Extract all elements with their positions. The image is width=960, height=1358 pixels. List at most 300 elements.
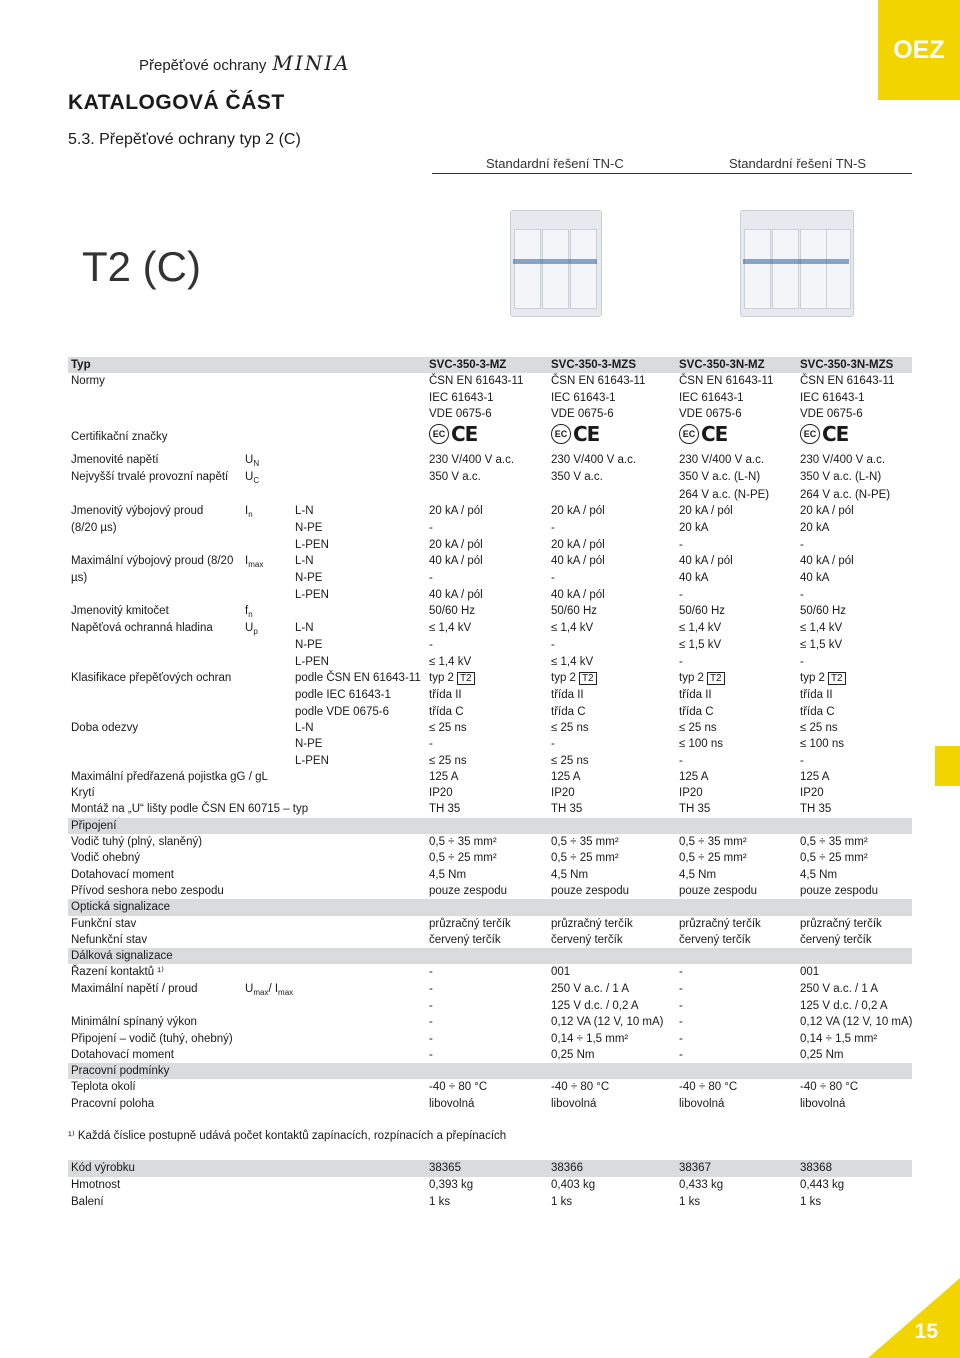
symbol-sub: p (253, 627, 258, 637)
spec-symbol (242, 587, 292, 603)
spec-value (797, 537, 912, 553)
spec-value-text: ČSN EN 61643-11 (429, 375, 524, 388)
spec-value (548, 769, 676, 785)
spec-row (68, 570, 912, 586)
spec-value (548, 818, 676, 834)
spec-value-text: pouze zespodu (551, 884, 630, 897)
spec-value-text: libovolná (429, 1097, 475, 1110)
spec-value-text: 230 V/400 V a.c. (679, 454, 765, 467)
spec-value (548, 1096, 676, 1112)
spec-line: L-PEN (295, 655, 329, 668)
spec-value-text: - (551, 738, 555, 751)
spec-value-text: 125 A (429, 770, 459, 783)
spec-line (292, 916, 426, 932)
spec-value-text: - (800, 754, 804, 767)
spec-value-text: - (551, 522, 555, 535)
product-value: 1 ks (429, 1196, 451, 1208)
spec-row (68, 520, 912, 536)
spec-label (68, 998, 242, 1014)
spec-value (426, 1096, 548, 1112)
spec-value-text: -40 ÷ 80 °C (679, 1081, 738, 1094)
symbol: U (245, 622, 254, 635)
spec-symbol (242, 736, 292, 752)
catalog-title: KATALOGOVÁ ČÁST (68, 91, 285, 114)
spec-value-text: SVC-350-3-MZ (429, 359, 507, 371)
spec-line (292, 422, 426, 452)
spec-value-text: - (679, 1016, 683, 1029)
spec-row (68, 503, 912, 520)
column-header-tns: Standardní řešení TN-S (729, 156, 867, 171)
spec-value-text: červený terčík (679, 933, 751, 946)
spec-symbol (242, 753, 292, 769)
spec-line (292, 1014, 426, 1030)
spec-row (68, 620, 912, 637)
spec-label: Nejvyšší trvalé provozní napětí (71, 471, 229, 484)
spec-label: Jmenovitý výbojový proud (71, 505, 204, 518)
spec-value (548, 487, 676, 503)
spec-symbol (242, 469, 292, 486)
spec-row (68, 720, 912, 736)
spec-value-text: 350 V a.c. (L-N) (679, 471, 761, 484)
spec-label: Nefunkční stav (71, 933, 148, 946)
spec-value (676, 883, 797, 899)
spec-value-text: ≤ 25 ns (679, 721, 717, 734)
product-value: 38365 (426, 1160, 548, 1177)
spec-value (797, 883, 912, 899)
spec-line (292, 373, 426, 389)
spec-value-text: ČSN EN 61643-11 (800, 375, 895, 388)
spec-row (68, 948, 912, 964)
spec-value (797, 422, 912, 452)
page-corner-shape (868, 1278, 960, 1358)
product-value: 0,403 kg (551, 1179, 596, 1191)
spec-label: Typ (68, 357, 242, 373)
spec-label: Certifikační značky (71, 431, 168, 444)
spec-value-text: - (679, 588, 683, 601)
spec-value-text: - (679, 1032, 683, 1045)
product-label: Hmotnost (71, 1179, 121, 1191)
spec-value (548, 850, 676, 866)
spec-value-text: 0,5 ÷ 35 mm² (800, 836, 868, 849)
spec-row (68, 964, 912, 980)
spec-value-text: 50/60 Hz (551, 604, 598, 617)
spec-line (292, 801, 426, 817)
spec-value (797, 998, 912, 1014)
spec-value (548, 637, 676, 653)
spec-value-text: průzračný terčík (429, 917, 511, 930)
product-value: 38368 (797, 1160, 912, 1177)
spec-table (68, 357, 912, 1112)
spec-value-text: 350 V a.c. (L-N) (800, 471, 882, 484)
spec-value (548, 603, 676, 620)
spec-value (676, 687, 797, 703)
spec-value (676, 603, 797, 620)
spec-value-text: -40 ÷ 80 °C (800, 1081, 859, 1094)
spec-value (676, 1014, 797, 1030)
spec-value (797, 357, 912, 373)
spec-value (426, 736, 548, 752)
spec-value (548, 406, 676, 422)
spec-row (68, 1014, 912, 1030)
spec-value (548, 1047, 676, 1063)
spec-value (426, 818, 548, 834)
spec-value (797, 801, 912, 817)
spec-line (292, 1047, 426, 1063)
spec-row (68, 1047, 912, 1063)
spec-symbol (242, 998, 292, 1014)
spec-value-text: 40 kA / pól (800, 554, 854, 567)
product-value: 38366 (548, 1160, 676, 1177)
spec-value (797, 620, 912, 637)
spec-value (548, 1031, 676, 1047)
spec-row (68, 357, 912, 373)
symbol-sub: max (248, 559, 264, 569)
spec-line (292, 487, 426, 503)
spec-value-text: typ 2 (800, 672, 825, 685)
spec-label: Dálková signalizace (68, 948, 242, 964)
t2-mark: T2 (457, 672, 475, 685)
ce-mark-icon: CE (573, 422, 600, 447)
spec-value (797, 670, 912, 687)
spec-value-text: ≤ 100 ns (800, 738, 845, 751)
spec-value (676, 520, 797, 536)
spec-line: N-PE (295, 522, 323, 535)
spec-value (426, 964, 548, 980)
spec-value-text: třída II (800, 689, 833, 702)
spec-value-text: 0,5 ÷ 35 mm² (551, 836, 619, 849)
spec-value (426, 1063, 548, 1079)
spec-value-text: 20 kA / pól (429, 538, 483, 551)
spec-line (292, 850, 426, 866)
spec-value-text: TH 35 (679, 803, 711, 816)
brand-header (139, 51, 351, 75)
spec-label (68, 654, 242, 670)
spec-value (676, 834, 797, 850)
symbol: f (245, 604, 249, 617)
spec-label: Maximální předřazená pojistka gG / gL (71, 770, 268, 783)
spec-value (548, 883, 676, 899)
spec-value (548, 390, 676, 406)
spec-label: Připojení – vodič (tuhý, ohebný) (71, 1032, 233, 1045)
spec-label (68, 753, 242, 769)
spec-value-text: - (429, 572, 433, 585)
spec-value (676, 487, 797, 503)
spec-line (292, 406, 426, 422)
spec-value (797, 587, 912, 603)
spec-line: N-PE (295, 639, 323, 652)
spec-line (292, 883, 426, 899)
spec-value (797, 487, 912, 503)
spec-value (797, 1014, 912, 1030)
spec-value (548, 422, 676, 452)
spec-value (426, 720, 548, 736)
spec-value (426, 1047, 548, 1063)
spec-value (548, 785, 676, 801)
spec-value-text: červený terčík (551, 933, 623, 946)
spec-value (426, 867, 548, 883)
spec-value (426, 620, 548, 637)
cert-marks (551, 422, 599, 446)
spec-label: Minimální spínaný výkon (71, 1016, 197, 1029)
spec-symbol (242, 834, 292, 850)
spec-value (797, 637, 912, 653)
spec-value (426, 570, 548, 586)
spec-value-text: 001 (551, 966, 571, 979)
spec-value-text: ≤ 100 ns (679, 738, 724, 751)
spec-value (797, 503, 912, 520)
spec-symbol (242, 603, 292, 620)
spec-value (797, 1031, 912, 1047)
spec-line (292, 1063, 426, 1079)
spec-value (426, 899, 548, 915)
brand-name: MINIA (272, 51, 351, 75)
spec-label: Funkční stav (71, 917, 137, 930)
spec-value (426, 687, 548, 703)
spec-value (797, 1063, 912, 1079)
spec-value (676, 503, 797, 520)
spec-symbol (242, 1063, 292, 1079)
spec-line (292, 785, 426, 801)
spec-value-text: IEC 61643-1 (800, 391, 865, 404)
spec-value-text: TH 35 (429, 803, 461, 816)
spec-value (426, 390, 548, 406)
spec-row (68, 603, 912, 620)
spec-symbol (242, 867, 292, 883)
spec-value-text: 4,5 Nm (551, 868, 589, 881)
spec-value-text: 125 V d.c. / 0,2 A (800, 999, 888, 1012)
spec-value-text: třída C (679, 705, 714, 718)
spec-value-text: průzračný terčík (679, 917, 761, 930)
spec-value-text: IEC 61643-1 (551, 391, 616, 404)
spec-value-text: typ 2 (679, 672, 704, 685)
product-value: 38367 (676, 1160, 797, 1177)
spec-symbol (242, 932, 292, 948)
spec-row (68, 1096, 912, 1112)
spec-symbol (242, 1047, 292, 1063)
spec-value-text: ≤ 1,5 kV (679, 639, 722, 652)
spec-value (676, 1063, 797, 1079)
spec-value (548, 570, 676, 586)
spec-value (797, 520, 912, 536)
spec-value (797, 1047, 912, 1063)
spec-value-text: - (679, 1048, 683, 1061)
spec-value-text: SVC-350-3N-MZ (679, 359, 765, 371)
symbol-sub: n (248, 609, 253, 619)
spec-symbol (242, 537, 292, 553)
spec-value-text: ≤ 1,4 kV (429, 655, 472, 668)
spec-value (548, 452, 676, 469)
spec-value (797, 916, 912, 932)
spec-value (426, 850, 548, 866)
spec-value-text: 125 V d.c. / 0,2 A (551, 999, 639, 1012)
spec-label: (8/20 µs) (71, 522, 117, 535)
spec-value-text: 230 V/400 V a.c. (429, 454, 515, 467)
spec-value (797, 785, 912, 801)
spec-value-text: TH 35 (551, 803, 583, 816)
spec-value-text: 40 kA (679, 572, 709, 585)
spec-value-text: 250 V a.c. / 1 A (551, 982, 629, 995)
spec-value (676, 932, 797, 948)
spec-value (797, 687, 912, 703)
spec-line (292, 834, 426, 850)
spec-value (676, 373, 797, 389)
spec-label (68, 736, 242, 752)
hero-label: T2 (C) (82, 243, 201, 290)
spec-value-text: 20 kA (800, 522, 830, 535)
spec-line (292, 867, 426, 883)
spec-value-text: - (429, 1032, 433, 1045)
spec-value (797, 452, 912, 469)
spec-value-text: ≤ 25 ns (551, 721, 589, 734)
spec-symbol (242, 1031, 292, 1047)
product-image-tnc (510, 210, 602, 317)
spec-label (68, 390, 242, 406)
spec-value (797, 834, 912, 850)
spec-value (426, 753, 548, 769)
spec-value (548, 373, 676, 389)
spec-value-text: 230 V/400 V a.c. (551, 454, 637, 467)
spec-row (68, 487, 912, 503)
spec-value-text: IEC 61643-1 (429, 391, 494, 404)
page-number: 15 (914, 1320, 938, 1343)
spec-value (797, 603, 912, 620)
spec-label (68, 637, 242, 653)
cert-marks (800, 422, 848, 446)
spec-value-text: pouze zespodu (679, 884, 758, 897)
spec-value (676, 818, 797, 834)
spec-label: Teplota okolí (71, 1081, 136, 1094)
symbol-sub: n (248, 510, 253, 520)
spec-value (797, 981, 912, 998)
spec-value-text: 0,12 VA (12 V, 10 mA) (800, 1016, 913, 1029)
spec-value-text: 20 kA / pól (551, 505, 605, 518)
spec-row (68, 670, 912, 687)
spec-symbol (242, 373, 292, 389)
spec-value-text: typ 2 (429, 672, 454, 685)
spec-value (426, 553, 548, 570)
side-tab (935, 746, 960, 786)
spec-row (68, 867, 912, 883)
spec-symbol (242, 704, 292, 720)
spec-value-text: 350 V a.c. (429, 471, 481, 484)
spec-value-text: průzračný terčík (551, 917, 633, 930)
spec-line: L-N (295, 505, 314, 518)
spec-value-text: - (429, 966, 433, 979)
spec-value-text: 40 kA / pól (429, 554, 483, 567)
t2-mark: T2 (707, 672, 725, 685)
spec-label: Jmenovitý kmitočet (71, 604, 169, 617)
spec-label: Napěťová ochranná hladina (71, 622, 213, 635)
spec-value-text: 20 kA / pól (800, 505, 854, 518)
spec-value-text: pouze zespodu (429, 884, 508, 897)
spec-value (797, 932, 912, 948)
spec-value (797, 704, 912, 720)
spec-symbol (242, 1014, 292, 1030)
spec-value (426, 406, 548, 422)
spec-value (426, 654, 548, 670)
spec-label: µs) (71, 572, 88, 585)
product-value: 1 ks (800, 1196, 822, 1208)
spec-label: Klasifikace přepěťových ochran (71, 672, 232, 685)
spec-value (426, 785, 548, 801)
spec-label: Dotahovací moment (71, 868, 174, 881)
spec-value (797, 570, 912, 586)
spec-value (426, 769, 548, 785)
spec-value (676, 899, 797, 915)
spec-value (676, 981, 797, 998)
spec-value (676, 964, 797, 980)
header-rule (432, 173, 912, 174)
symbol: U (245, 454, 254, 467)
spec-label (68, 406, 242, 422)
spec-value-text: 250 V a.c. / 1 A (800, 982, 878, 995)
spec-value (676, 801, 797, 817)
spec-value (676, 422, 797, 452)
spec-value (676, 753, 797, 769)
product-row (68, 1160, 912, 1177)
cert-marks (679, 422, 727, 446)
product-label: Kód výrobku (68, 1160, 426, 1177)
spec-value-text: - (679, 655, 683, 668)
spec-value (426, 932, 548, 948)
spec-symbol (242, 553, 292, 570)
spec-value-text: ≤ 1,4 kV (679, 622, 722, 635)
spec-value-text: - (679, 754, 683, 767)
product-label: Balení (71, 1196, 104, 1208)
spec-value (676, 357, 797, 373)
spec-value-text: 0,5 ÷ 25 mm² (800, 852, 868, 865)
spec-line: podle ČSN EN 61643-11 (295, 672, 421, 685)
brand-prefix: Přepěťové ochrany (139, 57, 267, 74)
spec-value (426, 1079, 548, 1095)
ec-mark-icon: EC (800, 424, 820, 444)
spec-value (676, 637, 797, 653)
spec-value-text: - (679, 999, 683, 1012)
spec-value (426, 704, 548, 720)
spec-value (548, 469, 676, 486)
spec-value (797, 850, 912, 866)
spec-value (548, 1079, 676, 1095)
spec-value-text: třída C (800, 705, 835, 718)
symbol: U (245, 471, 254, 484)
spec-value-text: IP20 (800, 787, 824, 800)
spec-label: Pracovní podmínky (68, 1063, 242, 1079)
spec-row (68, 469, 912, 486)
spec-symbol (242, 503, 292, 520)
spec-value (676, 785, 797, 801)
spec-row (68, 932, 912, 948)
spec-symbol (242, 390, 292, 406)
spec-value (676, 998, 797, 1014)
spec-value-text: -40 ÷ 80 °C (429, 1081, 488, 1094)
spec-value-text: -40 ÷ 80 °C (551, 1081, 610, 1094)
spec-value-text: 125 A (679, 770, 709, 783)
spec-label (68, 587, 242, 603)
spec-value-text: ≤ 1,5 kV (800, 639, 843, 652)
spec-value (676, 1096, 797, 1112)
spec-row (68, 452, 912, 469)
spec-row (68, 406, 912, 422)
spec-value (676, 1031, 797, 1047)
spec-value (426, 637, 548, 653)
spec-line (292, 1096, 426, 1112)
spec-value (797, 720, 912, 736)
spec-value-text: VDE 0675-6 (551, 407, 614, 420)
spec-row (68, 899, 912, 915)
spec-symbol (242, 670, 292, 687)
spec-value-text: 40 kA / pól (551, 554, 605, 567)
spec-line (292, 899, 426, 915)
